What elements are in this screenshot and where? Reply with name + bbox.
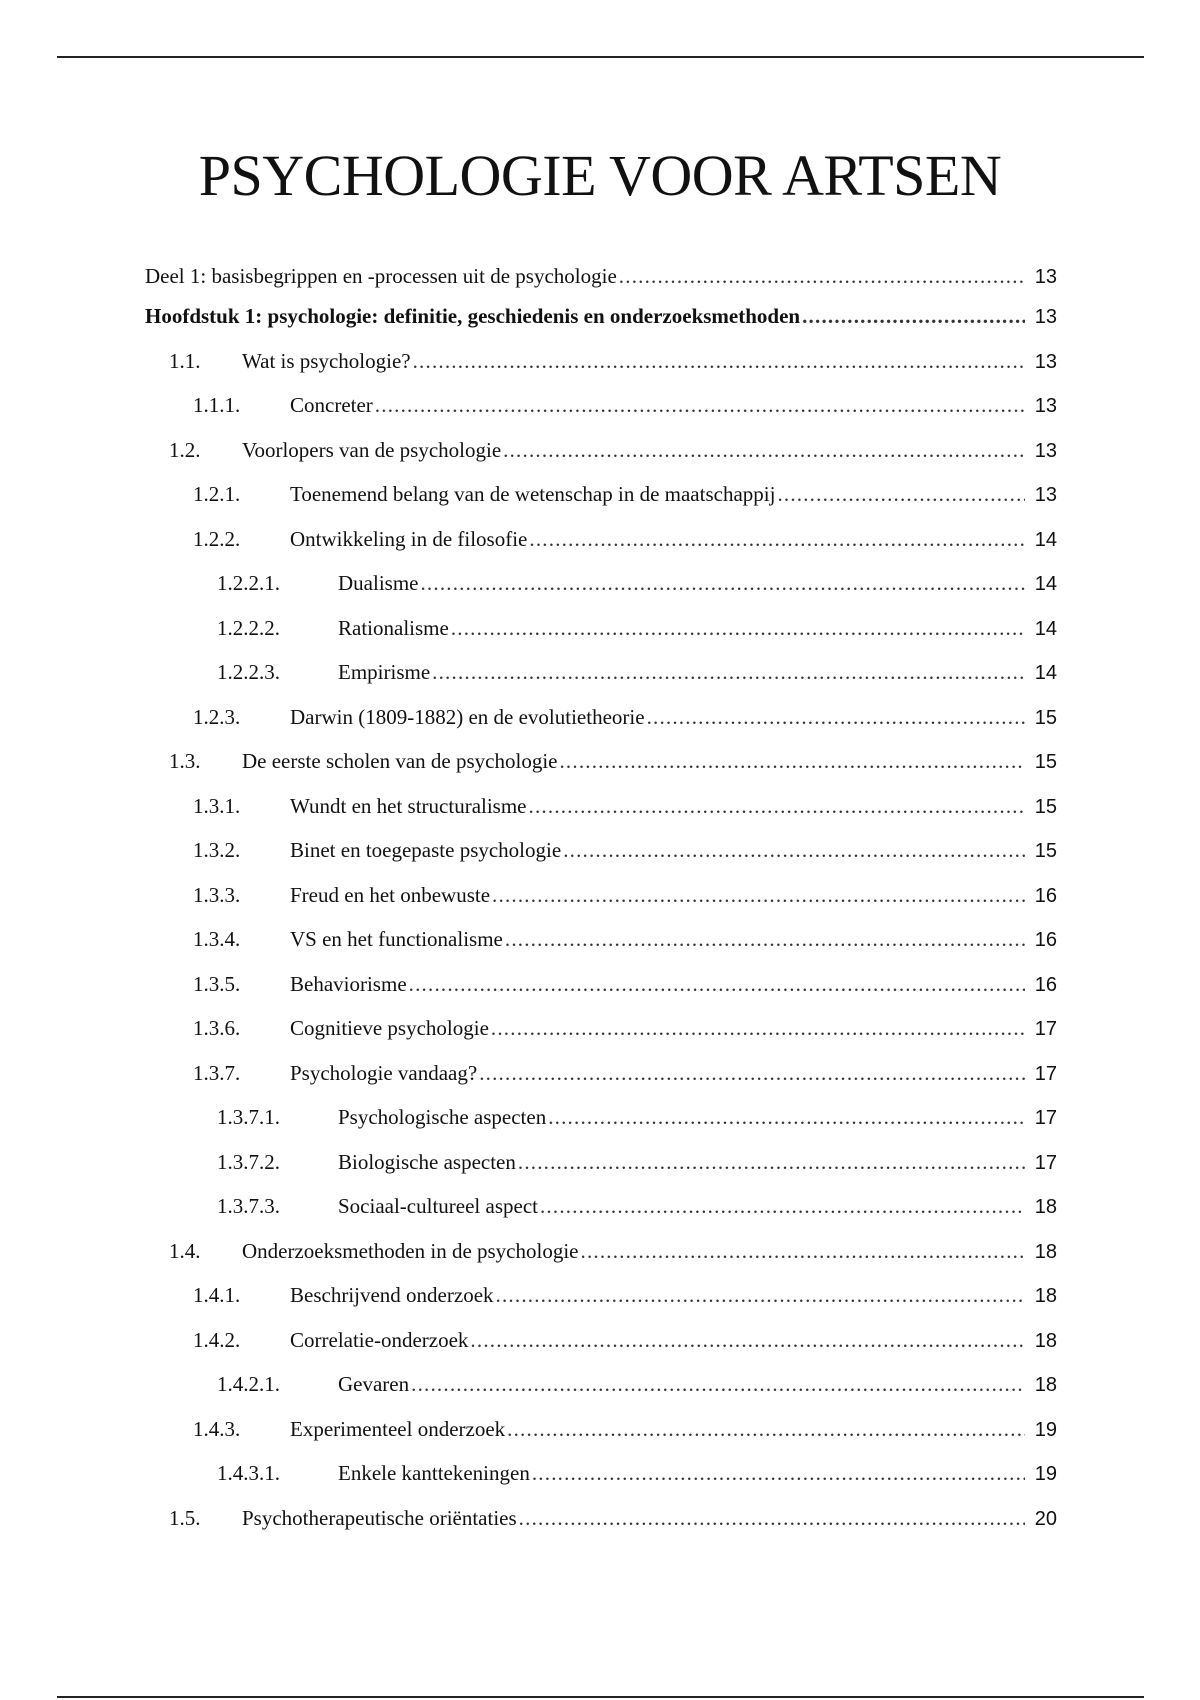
toc-entry-number: 1.3.3. (193, 882, 241, 907)
header-rule (57, 56, 1144, 58)
toc-entry-number: 1.2.2.2. (217, 615, 280, 640)
toc-entry-label[interactable]: Onderzoeksmethoden in de psychologie (242, 1238, 579, 1263)
toc-dot-leader (411, 1370, 1025, 1398)
toc-dot-leader (529, 525, 1025, 553)
toc-entry[interactable] (145, 836, 1057, 881)
toc-entry-number: 1.3.4. (193, 927, 241, 951)
toc-dot-leader (532, 1459, 1025, 1487)
toc-entry[interactable] (145, 747, 1057, 792)
toc-entry-page-number: 19 (1034, 1418, 1057, 1441)
toc-entry-number: 1.3.2. (193, 838, 241, 862)
toc-entry-label[interactable]: Binet en toegepaste psychologie (290, 838, 562, 862)
toc-entry-label[interactable]: Psychologische aspecten (338, 1105, 547, 1129)
toc-dot-leader (451, 614, 1025, 642)
toc-entry-number: 1.1.1. (193, 393, 241, 417)
toc-entry-label[interactable]: Biologische aspecten (338, 1149, 516, 1174)
toc-dot-leader (491, 1014, 1025, 1042)
toc-entry-page-number: 16 (1034, 884, 1057, 907)
toc-entry[interactable] (145, 525, 1057, 570)
toc-dot-leader (470, 1326, 1025, 1354)
toc-entry-number: 1.3.7. (193, 1060, 241, 1085)
toc-entry[interactable] (145, 1281, 1057, 1326)
toc-entry[interactable] (145, 881, 1057, 926)
toc-entry-page-number: 13 (1034, 266, 1057, 288)
toc-entry-label[interactable]: Beschrijvend onderzoek (290, 1283, 494, 1307)
toc-entry[interactable] (145, 1504, 1057, 1549)
toc-entry-page-number: 18 (1034, 1329, 1057, 1352)
toc-dot-leader (479, 1059, 1025, 1087)
toc-entry[interactable] (145, 1459, 1057, 1504)
toc-dot-leader (519, 1504, 1025, 1532)
toc-dot-leader (802, 302, 1025, 330)
toc-dot-leader (375, 391, 1025, 419)
toc-entry[interactable] (145, 436, 1057, 481)
toc-entry-page-number: 15 (1034, 706, 1057, 729)
toc-dot-leader (496, 1281, 1025, 1309)
toc-entry-label[interactable]: Psychotherapeutische oriëntaties (242, 1505, 517, 1530)
toc-entry[interactable] (145, 1014, 1057, 1059)
document-title: PSYCHOLOGIE VOOR ARTSEN (198, 143, 1002, 208)
toc-entry-page-number: 15 (1034, 840, 1057, 862)
toc-dot-leader (420, 569, 1025, 597)
toc-dot-leader (540, 1192, 1025, 1220)
toc-entry-label[interactable]: Sociaal-cultureel aspect (338, 1194, 538, 1218)
toc-entry-page-number: 17 (1034, 1062, 1057, 1085)
toc-dot-leader (548, 1103, 1025, 1131)
toc-entry-page-number: 13 (1034, 306, 1057, 328)
toc-entry[interactable] (145, 1059, 1057, 1104)
toc-entry-page-number: 15 (1034, 795, 1057, 818)
toc-dot-leader (563, 836, 1025, 864)
toc-entry-page-number: 18 (1034, 1374, 1057, 1396)
toc-entry-number: 1.3.5. (193, 971, 241, 996)
toc-entry-page-number: 17 (1034, 1018, 1057, 1040)
toc-entry[interactable] (145, 391, 1057, 436)
toc-dot-leader (503, 436, 1025, 464)
toc-entry-page-number: 14 (1034, 528, 1057, 551)
footer-rule (57, 1696, 1144, 1698)
toc-entry-page-number: 18 (1034, 1285, 1057, 1307)
toc-dot-leader (409, 970, 1025, 998)
toc-entry-page-number: 18 (1034, 1240, 1057, 1263)
toc-entry[interactable] (145, 1237, 1057, 1282)
toc-entry[interactable] (145, 1370, 1057, 1415)
toc-entry-label[interactable]: Empirisme (338, 660, 431, 684)
toc-entry[interactable] (145, 1148, 1057, 1193)
toc-entry-label[interactable]: Deel 1: basisbegrippen en -processen uit de psychologie (145, 264, 617, 288)
toc-entry-page-number: 14 (1034, 573, 1057, 595)
toc-entry-page-number: 13 (1034, 439, 1057, 462)
toc-entry-page-number: 17 (1034, 1107, 1057, 1129)
toc-entry-number: 1.2.2.3. (217, 660, 280, 684)
toc-entry-label[interactable]: Behaviorisme (290, 971, 407, 996)
toc-entry-page-number: 13 (1034, 484, 1057, 506)
toc-dot-leader (559, 747, 1025, 775)
toc-entry-number: 1.4.3. (193, 1416, 241, 1441)
toc-entry-number: 1.3.7.3. (217, 1194, 280, 1218)
toc-entry-number: 1.3.7.1. (217, 1105, 280, 1129)
toc-entry-number: 1.5. (169, 1505, 201, 1530)
toc-entry-label[interactable]: Ontwikkeling in de filosofie (290, 526, 528, 551)
toc-entry-number: 1.4.3.1. (217, 1461, 280, 1485)
toc-entry-number: 1.3.6. (193, 1016, 241, 1040)
toc-dot-leader (507, 1415, 1025, 1443)
toc-entry-label[interactable]: Cognitieve psychologie (290, 1016, 489, 1040)
toc-entry-label[interactable]: VS en het functionalisme (290, 927, 503, 951)
toc-dot-leader (619, 262, 1025, 290)
toc-entry[interactable] (145, 302, 1057, 347)
toc-entry-number: 1.2.2.1. (217, 571, 280, 595)
toc-entry-label[interactable]: Gevaren (338, 1372, 410, 1396)
toc-entry-label[interactable]: De eerste scholen van de psychologie (242, 749, 558, 773)
table-of-contents (145, 262, 1057, 1548)
toc-entry-number: 1.3.1. (193, 793, 241, 818)
toc-entry[interactable] (145, 262, 1057, 302)
toc-entry-number: 1.4.1. (193, 1283, 241, 1307)
toc-entry-number: 1.2.3. (193, 704, 241, 729)
toc-entry-page-number: 15 (1034, 751, 1057, 773)
toc-dot-leader (413, 347, 1025, 375)
toc-dot-leader (647, 703, 1025, 731)
toc-entry-number: 1.3. (169, 749, 201, 773)
toc-entry-label[interactable]: Hoofdstuk 1: psychologie: definitie, geschiedenis en onderzoeksmethoden (145, 304, 801, 328)
toc-entry-page-number: 14 (1034, 662, 1057, 684)
toc-entry[interactable] (145, 569, 1057, 614)
toc-dot-leader (432, 658, 1025, 686)
toc-entry-page-number: 19 (1034, 1463, 1057, 1485)
toc-entry-label[interactable]: Dualisme (338, 571, 419, 595)
toc-entry-label[interactable]: Voorlopers van de psychologie (242, 437, 502, 462)
toc-entry-number: 1.2. (169, 437, 201, 462)
toc-entry-label[interactable]: Wundt en het structuralisme (290, 793, 527, 818)
toc-entry-label[interactable]: Freud en het onbewuste (290, 882, 491, 907)
toc-entry-number: 1.4.2.1. (217, 1372, 280, 1396)
toc-entry[interactable] (145, 792, 1057, 837)
toc-entry-number: 1.4. (169, 1238, 201, 1263)
toc-entry[interactable] (145, 703, 1057, 748)
toc-entry-page-number: 16 (1034, 973, 1057, 996)
toc-entry[interactable] (145, 614, 1057, 659)
toc-entry[interactable] (145, 1326, 1057, 1371)
toc-dot-leader (777, 480, 1025, 508)
toc-entry-number: 1.1. (169, 348, 201, 373)
toc-dot-leader (492, 881, 1025, 909)
toc-entry-label[interactable]: Darwin (1809-1882) en de evolutietheorie (290, 704, 645, 729)
toc-entry-page-number: 13 (1034, 350, 1057, 373)
toc-entry-number: 1.3.7.2. (217, 1149, 280, 1174)
toc-entry-label[interactable]: Toenemend belang van de wetenschap in de maatschappij (290, 482, 776, 506)
toc-entry-label[interactable]: Psychologie vandaag? (290, 1060, 478, 1085)
toc-entry-number: 1.2.2. (193, 526, 241, 551)
toc-entry[interactable] (145, 1415, 1057, 1460)
toc-entry-page-number: 18 (1034, 1196, 1057, 1218)
toc-entry-label[interactable]: Wat is psychologie? (242, 348, 411, 373)
toc-entry[interactable] (145, 658, 1057, 703)
toc-entry-page-number: 16 (1034, 929, 1057, 951)
toc-entry[interactable] (145, 480, 1057, 525)
toc-entry-page-number: 17 (1034, 1151, 1057, 1174)
toc-entry-page-number: 13 (1034, 395, 1057, 417)
toc-entry[interactable] (145, 925, 1057, 970)
toc-entry-label[interactable]: Enkele kanttekeningen (338, 1461, 530, 1485)
toc-dot-leader (581, 1237, 1026, 1265)
toc-dot-leader (518, 1148, 1025, 1176)
toc-entry-label[interactable]: Correlatie-onderzoek (290, 1327, 469, 1352)
toc-entry-number: 1.4.2. (193, 1327, 241, 1352)
toc-entry[interactable] (145, 970, 1057, 1015)
toc-entry[interactable] (145, 1103, 1057, 1148)
toc-entry[interactable] (145, 1192, 1057, 1237)
toc-entry-label[interactable]: Concreter (290, 393, 373, 417)
toc-entry-label[interactable]: Experimenteel onderzoek (290, 1416, 506, 1441)
toc-dot-leader (505, 925, 1025, 953)
toc-entry-page-number: 14 (1034, 617, 1057, 640)
toc-entry-number: 1.2.1. (193, 482, 241, 506)
toc-dot-leader (529, 792, 1025, 820)
toc-entry[interactable] (145, 347, 1057, 392)
toc-entry-page-number: 20 (1034, 1507, 1057, 1530)
toc-entry-label[interactable]: Rationalisme (338, 615, 449, 640)
